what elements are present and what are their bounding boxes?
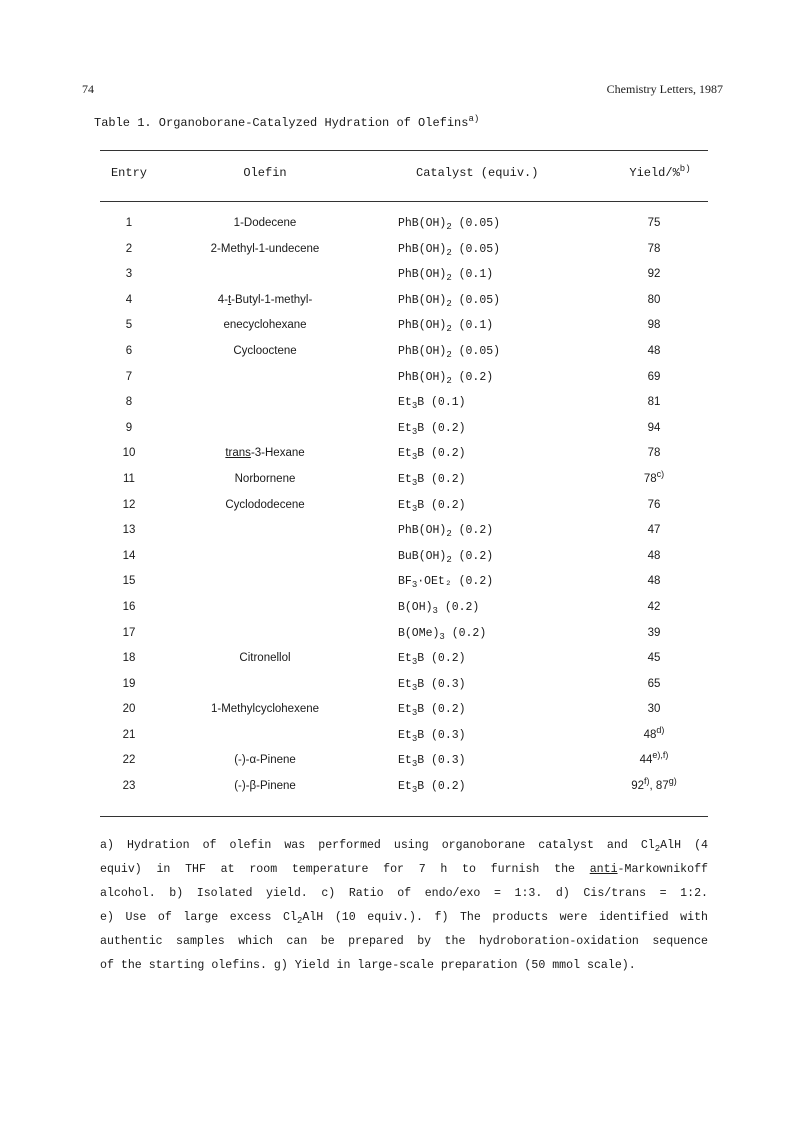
catalyst-formula: Et <box>398 498 412 512</box>
catalyst-rest: (0.2) <box>451 549 494 563</box>
catalyst-subscript: 3 <box>411 682 418 693</box>
catalyst-subscript: 3 <box>411 477 418 488</box>
cell-catalyst <box>398 703 466 719</box>
cell-catalyst <box>398 345 500 358</box>
yield-value: 94 <box>647 421 661 434</box>
cell-yield <box>600 601 708 613</box>
table-caption <box>94 116 479 130</box>
catalyst-formula: Et <box>398 447 412 461</box>
cell-catalyst <box>398 268 494 284</box>
cell-entry: 21 <box>122 728 136 741</box>
cell-entry: 20 <box>122 703 136 716</box>
catalyst-subscript: 2 <box>446 529 452 540</box>
footnote-underlined: anti <box>589 863 618 876</box>
catalyst-subscript: 2 <box>446 247 452 258</box>
cell-yield <box>600 750 708 767</box>
table-row <box>100 422 708 448</box>
table-row <box>100 524 708 550</box>
footnote-line <box>100 834 708 858</box>
cell-olefin: (-)-β-Pinene <box>234 780 296 793</box>
footnote-line <box>100 930 708 954</box>
catalyst-subscript: 2 <box>446 324 452 335</box>
olefin-underlined: trans <box>225 447 251 460</box>
footnote-line <box>100 858 708 882</box>
cell-yield <box>600 724 708 741</box>
table-row <box>100 678 708 704</box>
table-row <box>100 703 708 729</box>
cell-catalyst <box>398 780 466 796</box>
yield-value-large-scale: , 87 <box>649 780 669 793</box>
catalyst-rest: B (0.3) <box>417 754 466 768</box>
olefin-text: 4- <box>217 293 228 306</box>
table-row <box>100 243 708 269</box>
catalyst-formula: PhB(OH) <box>398 268 447 282</box>
catalyst-subscript: 3 <box>411 426 418 437</box>
yield-value: 39 <box>647 626 661 639</box>
yield-value: 48 <box>647 344 661 357</box>
catalyst-formula: Et <box>398 652 412 666</box>
cell-catalyst <box>398 601 479 614</box>
yield-value: 48 <box>647 575 661 588</box>
catalyst-rest: B (0.2) <box>417 780 466 794</box>
header-entry: Entry <box>110 166 147 180</box>
yield-value: 92 <box>647 268 661 281</box>
yield-value: 78 <box>643 472 657 485</box>
table-bottom-rule <box>100 816 708 817</box>
table-header-rule <box>100 201 708 202</box>
yield-value: 69 <box>647 370 661 383</box>
footnote-text: AlH (10 equiv.). f) The products were identified with <box>302 911 708 924</box>
catalyst-rest: B (0.3) <box>417 677 466 691</box>
cell-catalyst <box>398 652 466 668</box>
cell-entry: 8 <box>125 396 133 409</box>
cell-yield <box>600 524 708 536</box>
yield-value: 42 <box>647 600 661 613</box>
yield-value: 81 <box>647 396 661 409</box>
table-row <box>100 750 708 780</box>
cell-catalyst <box>398 294 500 307</box>
footnote-text: a) Hydration of olefin was performed using organoborane catalyst and Cl <box>100 839 655 852</box>
catalyst-formula: B(OH) <box>398 600 433 614</box>
yield-footnote-mark: g) <box>668 776 677 787</box>
cell-yield <box>600 447 708 459</box>
cell-entry: 16 <box>122 600 136 613</box>
footnote-text: of the starting olefins. g) Yield in large-scale preparation (50 mmol scale). <box>100 959 636 972</box>
cell-yield <box>600 268 708 280</box>
catalyst-rest: (0.2) <box>451 370 494 384</box>
table-row <box>100 499 708 525</box>
catalyst-rest: (0.05) <box>451 217 501 230</box>
catalyst-rest: (0.2) <box>444 626 487 640</box>
catalyst-formula: PhB(OH) <box>398 242 447 256</box>
cell-catalyst <box>398 499 466 512</box>
catalyst-rest: B (0.2) <box>417 498 466 512</box>
footnote-text: AlH (4 <box>660 839 708 852</box>
cell-catalyst <box>398 371 493 384</box>
caption-footnote-mark: a) <box>468 114 480 124</box>
cell-olefin: Cyclooctene <box>233 344 297 357</box>
caption-text: Table 1. Organoborane-Catalyzed Hydration of Olefins <box>94 116 469 130</box>
yield-value: 80 <box>647 293 661 306</box>
catalyst-subscript: 3 <box>411 657 418 668</box>
cell-catalyst <box>398 473 466 486</box>
cell-catalyst <box>398 754 466 770</box>
cell-yield <box>600 422 708 434</box>
header-yield-mark: b) <box>679 164 691 174</box>
cell-yield <box>600 319 708 331</box>
cell-olefin: Norbornene <box>234 472 296 485</box>
yield-value: 45 <box>647 652 661 665</box>
table-footnotes <box>100 834 708 978</box>
cell-entry: 3 <box>125 268 133 281</box>
cell-yield <box>600 776 708 793</box>
catalyst-formula: PhB(OH) <box>398 524 447 538</box>
cell-entry: 19 <box>122 677 136 690</box>
yield-footnote-mark: f) <box>644 776 650 787</box>
catalyst-subscript: 2 <box>446 273 452 284</box>
table-row <box>100 776 708 806</box>
footnote-line <box>100 882 708 906</box>
cell-entry: 12 <box>122 498 136 511</box>
catalyst-formula: Et <box>398 780 412 794</box>
cell-yield <box>600 345 708 357</box>
catalyst-subscript: 3 <box>439 631 445 642</box>
table-row <box>100 319 708 345</box>
catalyst-rest: B (0.2) <box>417 652 466 666</box>
catalyst-subscript: 3 <box>411 759 418 770</box>
table-row <box>100 396 708 422</box>
olefin-text: -Butyl-1-methyl- <box>231 293 313 306</box>
yield-value: 78 <box>647 447 661 460</box>
cell-entry: 15 <box>122 575 136 588</box>
table-row <box>100 294 708 320</box>
catalyst-subscript: 3 <box>411 785 418 796</box>
table-row <box>100 550 708 576</box>
cell-catalyst <box>398 319 494 335</box>
catalyst-rest: B (0.2) <box>417 472 466 486</box>
cell-entry: 1 <box>125 217 133 229</box>
catalyst-formula: PhB(OH) <box>398 344 447 358</box>
yield-footnote-mark: e),f) <box>652 750 669 761</box>
catalyst-formula: Et <box>398 396 412 410</box>
cell-entry: 7 <box>125 370 133 383</box>
catalyst-formula: PhB(OH) <box>398 319 447 333</box>
catalyst-subscript: 3 <box>411 503 418 514</box>
catalyst-rest: (0.2) <box>451 524 494 538</box>
cell-catalyst <box>398 550 493 563</box>
footnote-line <box>100 954 708 978</box>
cell-yield <box>600 371 708 383</box>
catalyst-subscript: 2 <box>446 298 452 309</box>
catalyst-subscript: 3 <box>411 580 418 591</box>
catalyst-rest: (0.2) <box>437 600 480 614</box>
olefin-underlined: t <box>227 293 232 306</box>
cell-catalyst <box>398 524 494 540</box>
catalyst-rest: (0.05) <box>451 344 501 358</box>
cell-entry: 17 <box>122 626 136 639</box>
table-row <box>100 217 708 243</box>
table-row <box>100 345 708 371</box>
cell-yield <box>600 243 708 255</box>
cell-entry: 2 <box>125 242 133 255</box>
header-yield <box>600 166 720 180</box>
catalyst-formula: Et <box>398 421 412 435</box>
page-number: 74 <box>82 82 94 96</box>
cell-olefin: Cyclododecene <box>225 498 305 511</box>
cell-entry: 9 <box>125 421 133 434</box>
cell-catalyst <box>398 217 500 230</box>
cell-yield <box>600 678 708 690</box>
cell-entry: 18 <box>122 652 136 665</box>
catalyst-subscript: 3 <box>411 733 418 744</box>
yield-footnote-mark: c) <box>656 468 665 479</box>
table-row <box>100 447 708 473</box>
footnote-subscript: 2 <box>296 916 303 926</box>
catalyst-rest: (0.05) <box>451 293 501 307</box>
catalyst-formula: Et <box>398 728 412 742</box>
catalyst-formula: Et <box>398 703 412 717</box>
journal-header: Chemistry Letters, 1987 <box>606 82 723 96</box>
cell-entry: 22 <box>122 754 136 767</box>
cell-catalyst <box>398 627 486 640</box>
catalyst-formula: Et <box>398 472 412 486</box>
yield-value: 92 <box>631 780 645 793</box>
cell-yield <box>600 217 708 229</box>
cell-yield <box>600 550 708 562</box>
cell-catalyst <box>398 422 466 435</box>
cell-olefin: 1-Methylcyclohexene <box>210 703 320 716</box>
catalyst-formula: Et <box>398 677 412 691</box>
cell-yield <box>600 652 708 664</box>
catalyst-rest: B (0.1) <box>417 396 466 410</box>
cell-catalyst <box>398 678 466 691</box>
header-olefin: Olefin <box>243 166 287 180</box>
yield-value: 44 <box>639 754 653 767</box>
footnote-text: authentic samples which can be prepared by the hydroboration-oxidation sequence <box>100 935 708 948</box>
cell-olefin: (-)-α-Pinene <box>234 754 296 767</box>
catalyst-rest: (0.1) <box>451 268 494 282</box>
table-row <box>100 627 708 653</box>
catalyst-subscript: 3 <box>432 605 438 616</box>
table-row <box>100 371 708 397</box>
catalyst-rest: B (0.2) <box>417 421 466 435</box>
table-body <box>100 217 708 806</box>
cell-entry: 4 <box>125 293 133 306</box>
table-row <box>100 652 708 678</box>
catalyst-formula: B(OMe) <box>398 626 440 640</box>
cell-catalyst <box>398 575 494 591</box>
cell-olefin <box>165 447 365 459</box>
footnote-text: equiv) in THF at room temperature for 7 h to furnish the <box>100 863 590 876</box>
yield-value: 65 <box>647 677 661 690</box>
catalyst-subscript: 3 <box>411 452 418 463</box>
catalyst-subscript: 2 <box>446 554 452 565</box>
cell-entry: 14 <box>122 549 136 562</box>
catalyst-rest: B (0.2) <box>417 447 466 461</box>
table-row <box>100 268 708 294</box>
cell-olefin: Citronellol <box>239 652 291 665</box>
olefin-text: -3-Hexane <box>250 447 305 460</box>
catalyst-formula: PhB(OH) <box>398 370 447 384</box>
catalyst-subscript: 2 <box>446 222 452 232</box>
catalyst-formula: Et <box>398 754 412 768</box>
cell-entry: 6 <box>125 344 133 357</box>
table-top-rule <box>100 150 708 151</box>
catalyst-formula: BuB(OH) <box>398 549 447 563</box>
cell-catalyst <box>398 729 466 742</box>
yield-value: 76 <box>647 498 661 511</box>
table-row <box>100 468 708 499</box>
cell-yield <box>600 468 708 485</box>
yield-value: 98 <box>647 319 661 332</box>
cell-yield <box>600 294 708 306</box>
footnote-line <box>100 906 708 930</box>
catalyst-subscript: 3 <box>411 708 418 719</box>
table-row <box>100 601 708 627</box>
catalyst-formula: BF <box>398 575 412 589</box>
cell-entry: 23 <box>122 780 136 793</box>
header-yield-label: Yield/% <box>629 166 680 180</box>
cell-olefin: enecyclohexane <box>223 319 307 332</box>
catalyst-formula: PhB(OH) <box>398 293 447 307</box>
footnote-text: -Markownikoff <box>617 863 708 876</box>
cell-entry: 13 <box>122 524 136 537</box>
table-row <box>100 575 708 601</box>
yield-value: 48 <box>643 728 657 741</box>
cell-catalyst <box>398 447 466 463</box>
footnote-text: alcohol. b) Isolated yield. c) Ratio of endo/exo = 1:3. d) Cis/trans = 1:2. <box>100 887 708 900</box>
cell-yield <box>600 499 708 511</box>
cell-entry: 11 <box>123 472 135 485</box>
catalyst-subscript: 2 <box>446 349 452 360</box>
catalyst-formula: PhB(OH) <box>398 217 447 230</box>
cell-olefin: 2-Methyl-1-undecene <box>210 242 320 255</box>
catalyst-subscript: 2 <box>446 375 452 386</box>
table-row <box>100 724 708 755</box>
cell-yield <box>600 703 708 715</box>
yield-value: 48 <box>647 549 661 562</box>
cell-olefin <box>165 294 365 306</box>
catalyst-rest: ·OEt₂ (0.2) <box>417 575 494 589</box>
yield-value: 78 <box>647 242 661 255</box>
footnote-text: e) Use of large excess Cl <box>100 911 297 924</box>
yield-footnote-mark: d) <box>656 724 665 735</box>
cell-entry: 5 <box>125 319 133 332</box>
yield-value: 75 <box>647 217 661 229</box>
header-catalyst: Catalyst (equiv.) <box>416 166 539 180</box>
catalyst-rest: (0.05) <box>451 242 501 256</box>
cell-olefin: 1-Dodecene <box>233 217 297 229</box>
table-header <box>100 166 708 186</box>
footnote-subscript: 2 <box>654 844 661 854</box>
catalyst-subscript: 3 <box>411 401 418 412</box>
cell-entry: 10 <box>122 447 136 460</box>
cell-yield <box>600 396 708 408</box>
catalyst-rest: (0.1) <box>451 319 494 333</box>
cell-catalyst <box>398 396 466 412</box>
cell-catalyst <box>398 243 500 256</box>
catalyst-rest: B (0.3) <box>417 728 466 742</box>
yield-value: 47 <box>647 524 661 537</box>
cell-yield <box>600 627 708 639</box>
catalyst-rest: B (0.2) <box>417 703 466 717</box>
yield-value: 30 <box>647 703 661 716</box>
cell-yield <box>600 575 708 587</box>
